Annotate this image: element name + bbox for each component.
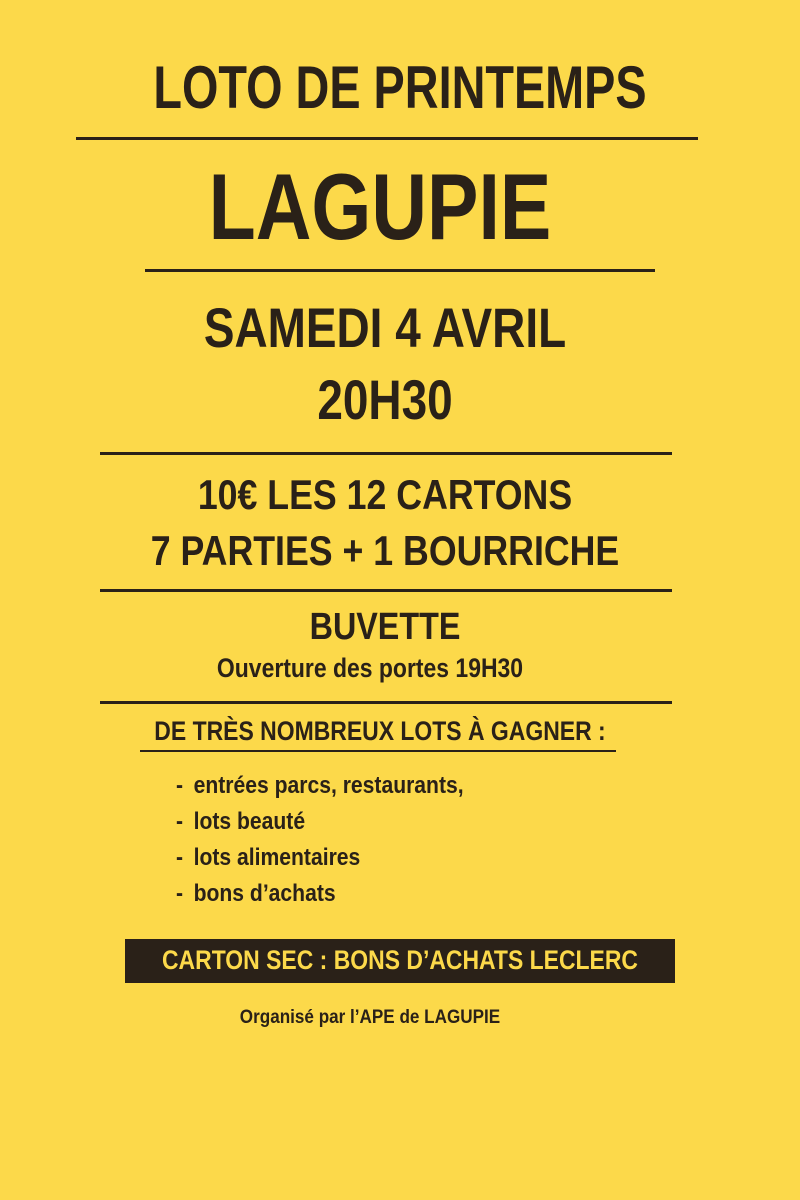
prizes-heading: DE TRÈS NOMBREUX LOTS À GAGNER : <box>154 716 606 746</box>
list-item <box>176 768 464 804</box>
poster-title: LOTO DE PRINTEMPS <box>153 54 647 121</box>
organizer-credit: Organisé par l’APE de LAGUPIE <box>239 1007 501 1028</box>
bullet-dash: - <box>176 880 184 907</box>
list-item <box>176 840 464 876</box>
prize-text: bons d’achats <box>193 880 336 907</box>
buvette-label: BUVETTE <box>309 606 461 648</box>
divider <box>76 137 698 140</box>
prize-text: entrées parcs, restaurants, <box>193 772 464 799</box>
village-name: LAGUPIE <box>208 154 552 259</box>
event-date: SAMEDI 4 AVRIL <box>203 296 567 359</box>
carton-sec-text: CARTON SEC : BONS D’ACHATS LECLERC <box>161 945 638 975</box>
games-info: 7 PARTIES + 1 BOURRICHE <box>150 527 620 574</box>
divider <box>100 589 672 592</box>
prizes-list <box>176 768 503 912</box>
list-item <box>176 804 464 840</box>
bullet-dash: - <box>176 808 184 835</box>
price-info: 10€ LES 12 CARTONS <box>197 471 573 518</box>
event-time: 20H30 <box>317 368 453 431</box>
bullet-dash: - <box>176 772 184 799</box>
divider <box>100 701 672 704</box>
heading-underline <box>140 750 616 752</box>
doors-open-text: Ouverture des portes 19H30 <box>216 653 524 683</box>
bullet-dash: - <box>176 844 184 871</box>
list-item <box>176 876 464 912</box>
prize-text: lots alimentaires <box>193 844 361 871</box>
prize-text: lots beauté <box>193 808 306 835</box>
divider <box>145 269 655 272</box>
divider <box>100 452 672 455</box>
